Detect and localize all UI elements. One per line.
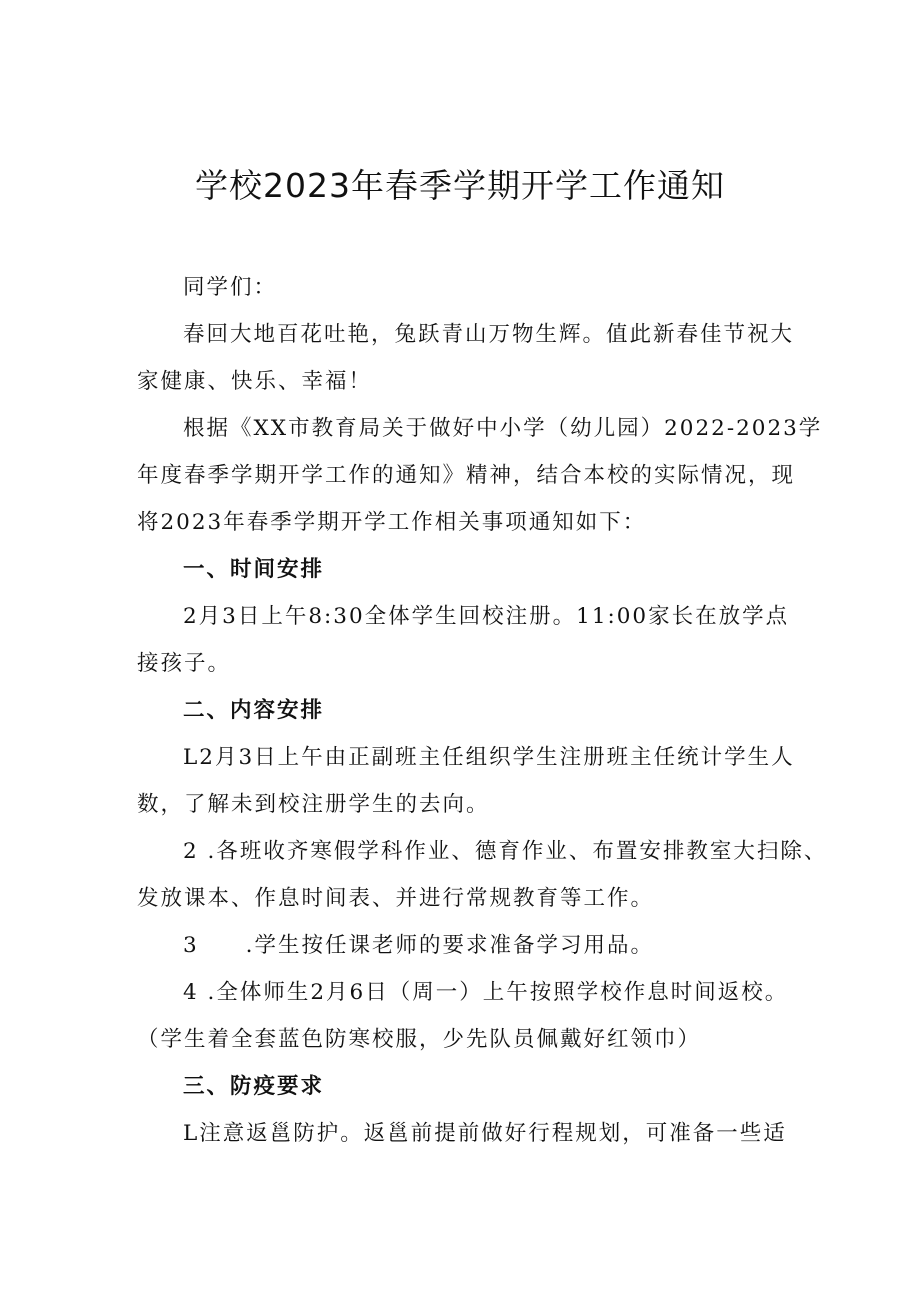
section2-item3-line1: 3 .学生按任课老师的要求准备学习用品。 — [183, 933, 655, 958]
document-body — [137, 264, 828, 1157]
section2-item4-line1: 4 .全体师生2月6日（周一）上午按照学校作息时间返校。 — [183, 980, 789, 1005]
section3-item1-line1: L注意返邕防护。返邕前提前做好行程规划，可准备一些适 — [183, 1121, 787, 1146]
section1-heading: 一、时间安排 — [183, 557, 325, 582]
section1-line2: 接孩子。 — [137, 651, 232, 676]
greeting: 同学们： — [183, 275, 278, 300]
section2-item4-line2: （学生着全套蓝色防寒校服，少先队员佩戴好红领巾） — [137, 1027, 702, 1052]
para1-line2: 家健康、快乐、幸福！ — [137, 369, 373, 394]
section2-item2-line2: 发放课本、作息时间表、并进行常规教育等工作。 — [137, 886, 655, 911]
para2-line2: 年度春季学期开学工作的通知》精神，结合本校的实际情况，现 — [137, 463, 796, 488]
section1-line1: 2月3日上午8:30全体学生回校注册。11:00家长在放学点 — [183, 604, 790, 629]
section2-item1-line2: 数，了解未到校注册学生的去向。 — [137, 792, 490, 817]
para2-line1: 根据《XX市教育局关于做好中小学（幼儿园）2022-2023学 — [183, 416, 823, 441]
para1-line1: 春回大地百花吐艳，兔跃青山万物生辉。值此新春佳节祝大 — [183, 322, 795, 347]
section2-heading: 二、内容安排 — [183, 698, 325, 723]
section3-heading: 三、防疫要求 — [183, 1074, 325, 1099]
document-title: 学校2023年春季学期开学工作通知 — [195, 166, 725, 205]
section2-item2-line1: 2 .各班收齐寒假学科作业、德育作业、布置安排教室大扫除、 — [183, 839, 828, 864]
section2-item1-line1: L2月3日上午由正副班主任组织学生注册班主任统计学生人 — [183, 745, 795, 770]
para2-line3: 将2023年春季学期开学工作相关事项通知如下： — [137, 510, 647, 535]
